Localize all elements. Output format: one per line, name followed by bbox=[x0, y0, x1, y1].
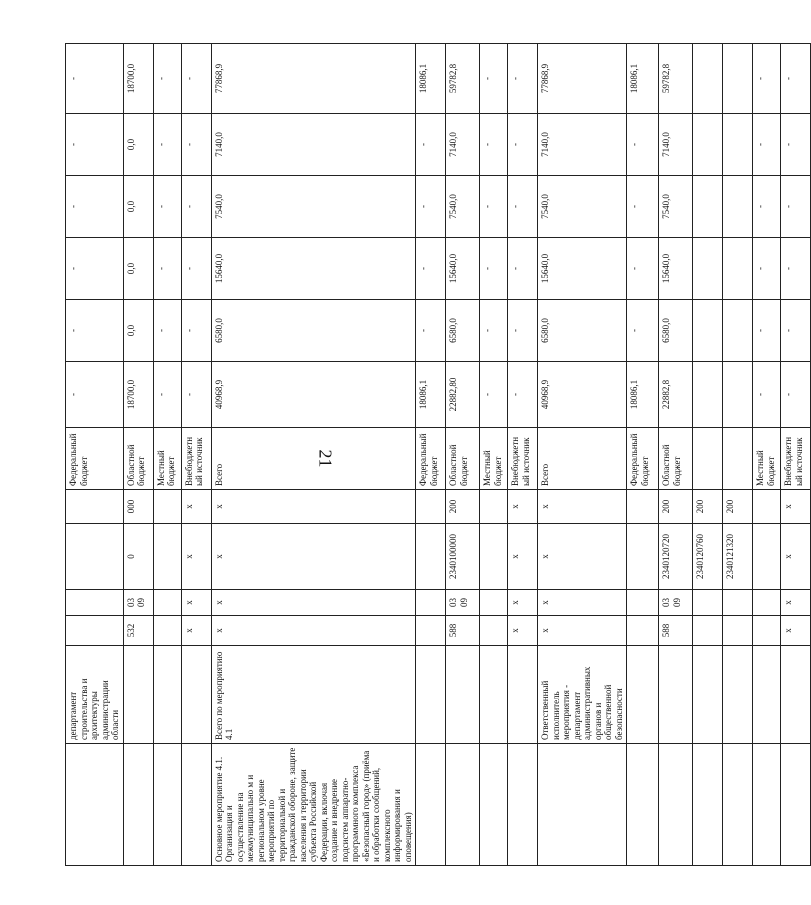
target-article-cell: х bbox=[508, 524, 538, 590]
year-value-cell: - bbox=[627, 238, 659, 300]
year-value-cell: 6580,0 bbox=[659, 300, 693, 362]
executor-cell: Всего по мероприятию 4.1 bbox=[211, 646, 416, 744]
executor-cell bbox=[753, 646, 781, 744]
year-value-cell: 7140,0 bbox=[659, 114, 693, 176]
year-value-cell: - bbox=[508, 114, 538, 176]
expense-type-cell bbox=[66, 490, 124, 524]
year-value-cell: 7540,0 bbox=[538, 176, 627, 238]
year-value-cell: 40968,9 bbox=[211, 362, 416, 428]
expense-type-cell: х bbox=[181, 490, 211, 524]
section-code-cell: х bbox=[211, 590, 416, 616]
expense-type-cell: х bbox=[781, 490, 811, 524]
section-code-cell bbox=[753, 590, 781, 616]
funding-source-cell bbox=[693, 428, 723, 490]
table-row bbox=[781, 44, 811, 866]
target-article-cell: х bbox=[781, 524, 811, 590]
event-name-cell bbox=[693, 744, 723, 866]
target-article-cell: 2340100000 bbox=[446, 524, 480, 590]
executor-cell bbox=[181, 646, 211, 744]
expense-type-cell: 200 bbox=[446, 490, 480, 524]
year-value-cell: 7140,0 bbox=[211, 114, 416, 176]
rotated-scan bbox=[65, 62, 804, 866]
target-article-cell bbox=[627, 524, 659, 590]
year-value-cell: - bbox=[508, 176, 538, 238]
funding-source-cell: Внебюджетный источник bbox=[508, 428, 538, 490]
expense-type-cell: х bbox=[538, 490, 627, 524]
year-value-cell: - bbox=[480, 176, 508, 238]
funding-source-cell: Федеральный бюджет bbox=[416, 428, 446, 490]
funding-source-cell bbox=[723, 428, 753, 490]
grbs-code-cell: 588 bbox=[446, 616, 480, 646]
year-value-cell: 6580,0 bbox=[446, 300, 480, 362]
target-article-cell: 2340121320 bbox=[723, 524, 753, 590]
year-value-cell: - bbox=[153, 114, 181, 176]
executor-cell bbox=[416, 646, 446, 744]
year-value-cell: 15640,0 bbox=[538, 238, 627, 300]
year-value-cell: 0,0 bbox=[123, 300, 153, 362]
grbs-code-cell bbox=[480, 616, 508, 646]
expense-type-cell: х bbox=[211, 490, 416, 524]
executor-cell bbox=[659, 646, 693, 744]
target-article-cell bbox=[480, 524, 508, 590]
grbs-code-cell bbox=[753, 616, 781, 646]
year-value-cell: - bbox=[66, 238, 124, 300]
year-value-cell: 15640,0 bbox=[659, 238, 693, 300]
year-value-cell: - bbox=[153, 362, 181, 428]
executor-cell bbox=[480, 646, 508, 744]
year-value-cell: - bbox=[627, 300, 659, 362]
expense-type-cell bbox=[753, 490, 781, 524]
year-value-cell: - bbox=[781, 300, 811, 362]
section-code-cell: х bbox=[781, 590, 811, 616]
target-article-cell bbox=[753, 524, 781, 590]
expense-type-cell bbox=[627, 490, 659, 524]
funding-source-cell: Внебюджетный источник bbox=[781, 428, 811, 490]
year-value-cell: - bbox=[480, 238, 508, 300]
target-article-cell: х bbox=[538, 524, 627, 590]
section-code-cell bbox=[627, 590, 659, 616]
year-value-cell: - bbox=[627, 176, 659, 238]
section-code-cell: 03 09 bbox=[123, 590, 153, 616]
event-name-cell bbox=[446, 744, 480, 866]
table-row bbox=[753, 44, 781, 866]
table-row bbox=[508, 44, 538, 866]
year-value-cell bbox=[723, 176, 753, 238]
section-code-cell bbox=[723, 590, 753, 616]
year-value-cell: 18700,0 bbox=[123, 362, 153, 428]
section-code-cell bbox=[693, 590, 723, 616]
year-value-cell bbox=[723, 238, 753, 300]
year-value-cell bbox=[723, 362, 753, 428]
year-value-cell: 22882,8 bbox=[659, 362, 693, 428]
funding-source-cell: Федеральный бюджет bbox=[66, 428, 124, 490]
target-article-cell: х bbox=[181, 524, 211, 590]
executor-cell: Ответственный исполнитель мероприятия - департамент административных органов и общественной безопасности bbox=[538, 646, 627, 744]
year-value-cell: 7140,0 bbox=[538, 114, 627, 176]
table-row bbox=[153, 44, 181, 866]
section-code-cell bbox=[416, 590, 446, 616]
expense-type-cell: 200 bbox=[693, 490, 723, 524]
event-name-cell bbox=[416, 744, 446, 866]
year-value-cell: - bbox=[66, 300, 124, 362]
year-value-cell bbox=[693, 114, 723, 176]
target-article-cell bbox=[416, 524, 446, 590]
event-name-cell bbox=[659, 744, 693, 866]
expense-type-cell bbox=[480, 490, 508, 524]
funding-source-cell: Всего bbox=[538, 428, 627, 490]
table-row bbox=[723, 44, 753, 866]
total-value-cell: 77868,9 bbox=[211, 44, 416, 114]
executor-cell bbox=[693, 646, 723, 744]
year-value-cell: 0,0 bbox=[123, 176, 153, 238]
year-value-cell: 7540,0 bbox=[446, 176, 480, 238]
table-row bbox=[659, 44, 693, 866]
event-name-cell bbox=[781, 744, 811, 866]
year-value-cell: - bbox=[480, 114, 508, 176]
year-value-cell: - bbox=[181, 362, 211, 428]
year-value-cell: 18086,1 bbox=[416, 362, 446, 428]
section-code-cell: х bbox=[508, 590, 538, 616]
event-name-cell bbox=[753, 744, 781, 866]
event-name-cell bbox=[123, 744, 153, 866]
grbs-code-cell bbox=[416, 616, 446, 646]
target-article-cell: 2340120720 bbox=[659, 524, 693, 590]
year-value-cell: - bbox=[66, 176, 124, 238]
target-article-cell bbox=[153, 524, 181, 590]
table-row bbox=[211, 44, 416, 866]
grbs-code-cell bbox=[66, 616, 124, 646]
year-value-cell: - bbox=[66, 114, 124, 176]
executor-cell bbox=[723, 646, 753, 744]
section-code-cell: х bbox=[181, 590, 211, 616]
table-row bbox=[480, 44, 508, 866]
grbs-code-cell bbox=[693, 616, 723, 646]
executor-cell bbox=[123, 646, 153, 744]
upright-frame bbox=[65, 62, 804, 866]
year-value-cell: - bbox=[753, 238, 781, 300]
year-value-cell: 15640,0 bbox=[446, 238, 480, 300]
year-value-cell bbox=[723, 114, 753, 176]
funding-source-cell: Федеральный бюджет bbox=[627, 428, 659, 490]
total-value-cell: 18086,1 bbox=[627, 44, 659, 114]
table-row bbox=[693, 44, 723, 866]
event-name-cell bbox=[538, 744, 627, 866]
year-value-cell: - bbox=[508, 300, 538, 362]
total-value-cell: - bbox=[781, 44, 811, 114]
year-value-cell: - bbox=[753, 300, 781, 362]
year-value-cell: - bbox=[508, 362, 538, 428]
year-value-cell: 40968,9 bbox=[538, 362, 627, 428]
grbs-code-cell: х bbox=[181, 616, 211, 646]
year-value-cell: - bbox=[66, 362, 124, 428]
year-value-cell: 0,0 bbox=[123, 114, 153, 176]
table-body bbox=[66, 44, 811, 866]
funding-source-cell: Областной бюджет bbox=[123, 428, 153, 490]
budget-table bbox=[65, 43, 811, 866]
total-value-cell: 77868,9 bbox=[538, 44, 627, 114]
year-value-cell: - bbox=[181, 114, 211, 176]
total-value-cell: - bbox=[753, 44, 781, 114]
expense-type-cell: х bbox=[508, 490, 538, 524]
event-name-cell bbox=[66, 744, 124, 866]
target-article-cell bbox=[66, 524, 124, 590]
year-value-cell bbox=[693, 238, 723, 300]
year-value-cell: - bbox=[181, 238, 211, 300]
year-value-cell: - bbox=[753, 114, 781, 176]
year-value-cell: 18086,1 bbox=[627, 362, 659, 428]
table-row bbox=[181, 44, 211, 866]
year-value-cell: - bbox=[781, 362, 811, 428]
funding-source-cell: Местный бюджет bbox=[153, 428, 181, 490]
year-value-cell: 7540,0 bbox=[211, 176, 416, 238]
year-value-cell: - bbox=[416, 300, 446, 362]
executor-cell: департамент строительства и архитектуры администрации области bbox=[66, 646, 124, 744]
funding-source-cell: Всего bbox=[211, 428, 416, 490]
expense-type-cell bbox=[416, 490, 446, 524]
event-name-cell bbox=[723, 744, 753, 866]
year-value-cell: - bbox=[181, 300, 211, 362]
year-value-cell: - bbox=[416, 114, 446, 176]
table-row bbox=[416, 44, 446, 866]
grbs-code-cell: х bbox=[508, 616, 538, 646]
year-value-cell: - bbox=[781, 176, 811, 238]
executor-cell bbox=[508, 646, 538, 744]
event-name-cell bbox=[480, 744, 508, 866]
year-value-cell: - bbox=[781, 114, 811, 176]
grbs-code-cell bbox=[723, 616, 753, 646]
total-value-cell: - bbox=[153, 44, 181, 114]
total-value-cell: - bbox=[480, 44, 508, 114]
event-name-cell bbox=[181, 744, 211, 866]
section-code-cell: 03 09 bbox=[446, 590, 480, 616]
grbs-code-cell: х bbox=[211, 616, 416, 646]
table-row bbox=[627, 44, 659, 866]
section-code-cell bbox=[480, 590, 508, 616]
executor-cell bbox=[627, 646, 659, 744]
page-number: 21 bbox=[315, 449, 336, 468]
total-value-cell: 59782,8 bbox=[446, 44, 480, 114]
event-name-cell bbox=[153, 744, 181, 866]
total-value-cell bbox=[693, 44, 723, 114]
expense-type-cell: 000 bbox=[123, 490, 153, 524]
section-code-cell bbox=[153, 590, 181, 616]
executor-cell bbox=[781, 646, 811, 744]
expense-type-cell bbox=[153, 490, 181, 524]
year-value-cell: - bbox=[753, 176, 781, 238]
section-code-cell: 03 09 bbox=[659, 590, 693, 616]
funding-source-cell: Местный бюджет bbox=[753, 428, 781, 490]
event-name-cell bbox=[627, 744, 659, 866]
grbs-code-cell: х bbox=[538, 616, 627, 646]
funding-source-cell: Внебюджетный источник bbox=[181, 428, 211, 490]
table-row bbox=[123, 44, 153, 866]
year-value-cell: 15640,0 bbox=[211, 238, 416, 300]
funding-source-cell: Областной бюджет bbox=[659, 428, 693, 490]
funding-source-cell: Областной бюджет bbox=[446, 428, 480, 490]
grbs-code-cell bbox=[153, 616, 181, 646]
grbs-code-cell bbox=[627, 616, 659, 646]
year-value-cell bbox=[723, 300, 753, 362]
year-value-cell: - bbox=[753, 362, 781, 428]
section-code-cell: х bbox=[538, 590, 627, 616]
year-value-cell: - bbox=[781, 238, 811, 300]
total-value-cell: 18086,1 bbox=[416, 44, 446, 114]
grbs-code-cell: 532 bbox=[123, 616, 153, 646]
year-value-cell bbox=[693, 176, 723, 238]
funding-source-cell: Местный бюджет bbox=[480, 428, 508, 490]
expense-type-cell: 200 bbox=[659, 490, 693, 524]
year-value-cell: 6580,0 bbox=[538, 300, 627, 362]
executor-cell bbox=[153, 646, 181, 744]
table-row bbox=[66, 44, 124, 866]
total-value-cell: - bbox=[181, 44, 211, 114]
year-value-cell: - bbox=[153, 300, 181, 362]
year-value-cell: - bbox=[627, 114, 659, 176]
year-value-cell bbox=[693, 300, 723, 362]
table-row bbox=[538, 44, 627, 866]
total-value-cell: 59782,8 bbox=[659, 44, 693, 114]
year-value-cell: - bbox=[416, 176, 446, 238]
year-value-cell: - bbox=[508, 238, 538, 300]
year-value-cell: - bbox=[153, 176, 181, 238]
year-value-cell: 6580,0 bbox=[211, 300, 416, 362]
table-row bbox=[446, 44, 480, 866]
grbs-code-cell: 588 bbox=[659, 616, 693, 646]
year-value-cell: 7140,0 bbox=[446, 114, 480, 176]
year-value-cell: - bbox=[480, 362, 508, 428]
year-value-cell: - bbox=[181, 176, 211, 238]
total-value-cell: - bbox=[66, 44, 124, 114]
target-article-cell: х bbox=[211, 524, 416, 590]
section-code-cell bbox=[66, 590, 124, 616]
total-value-cell bbox=[723, 44, 753, 114]
year-value-cell bbox=[693, 362, 723, 428]
expense-type-cell: 200 bbox=[723, 490, 753, 524]
year-value-cell: - bbox=[480, 300, 508, 362]
grbs-code-cell: х bbox=[781, 616, 811, 646]
year-value-cell: 0,0 bbox=[123, 238, 153, 300]
year-value-cell: 22882,80 bbox=[446, 362, 480, 428]
year-value-cell: - bbox=[153, 238, 181, 300]
target-article-cell: 0 bbox=[123, 524, 153, 590]
total-value-cell: - bbox=[508, 44, 538, 114]
target-article-cell: 2340120760 bbox=[693, 524, 723, 590]
year-value-cell: 7540,0 bbox=[659, 176, 693, 238]
year-value-cell: - bbox=[416, 238, 446, 300]
event-name-cell: Основное мероприятие 4.1. Организация и осуществление на межмуниципально м и региональном уровне мероприятий по территориальной и гражданской обороне, защите населения и территории субъекта Российской Федерации, включая создание и внедрение подсистем аппаратно-программного комплекса «Безопасный город» (приёма и обработки сообщений, комплексного информирования и оповещения) bbox=[211, 744, 416, 866]
total-value-cell: 18700,0 bbox=[123, 44, 153, 114]
event-name-cell bbox=[508, 744, 538, 866]
executor-cell bbox=[446, 646, 480, 744]
